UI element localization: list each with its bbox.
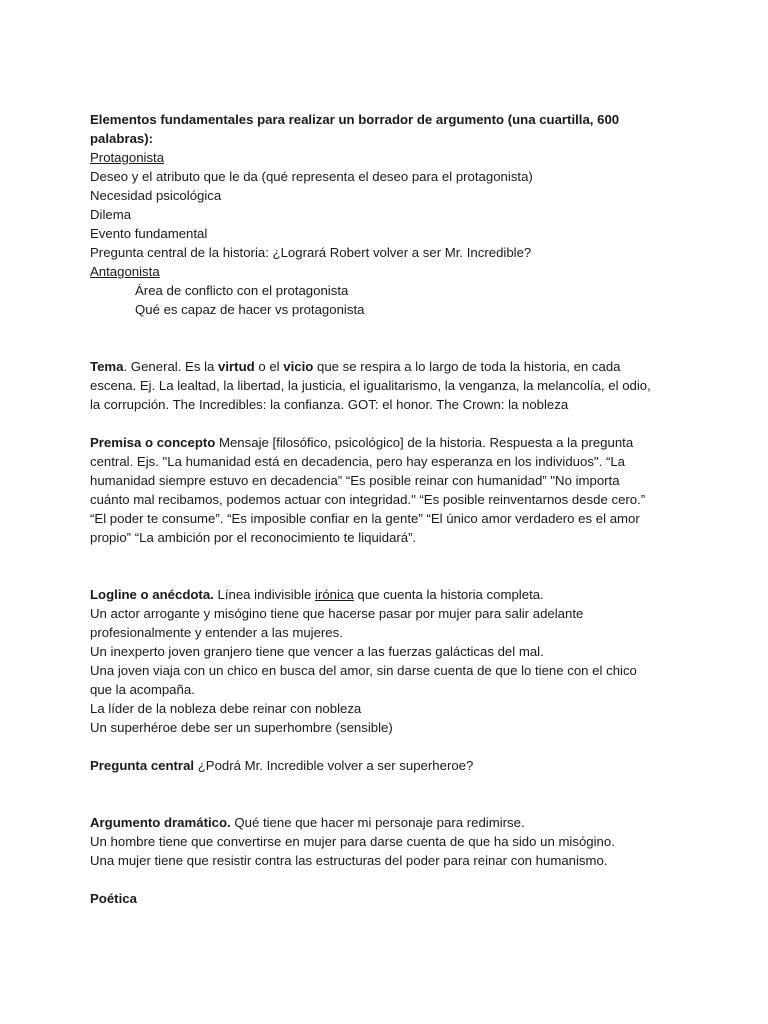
tema-vicio: vicio <box>283 359 314 374</box>
protagonista-item-2: Necesidad psicológica <box>90 188 222 203</box>
argumento-label: Argumento dramático. <box>90 815 231 830</box>
antagonista-item-2: Qué es capaz de hacer vs protagonista <box>135 302 365 317</box>
protagonista-item-5: Pregunta central de la historia: ¿Logrará Robert volver a ser Mr. Incredible? <box>90 245 532 260</box>
premisa-paragraph-line-6: propio” “La ambición por el reconocimiento te liquidará”. <box>90 530 417 545</box>
premisa-label: Premisa o concepto <box>90 435 216 450</box>
antagonista-title: Antagonista <box>90 264 160 279</box>
logline-text-1: Línea indivisible <box>213 587 315 602</box>
logline-example-2: Un inexperto joven granjero tiene que vencer a las fuerzas galácticas del mal. <box>90 644 544 659</box>
premisa-text: Mensaje [filosófico, psicológico] de la historia. Respuesta a la pregunta <box>215 435 634 450</box>
tema-text-3: que se respira a lo largo de toda la historia, en cada <box>313 359 621 374</box>
premisa-paragraph-line-1 <box>90 433 698 452</box>
tema-paragraph-line-1 <box>90 357 698 376</box>
tema-paragraph-line-2: escena. Ej. La lealtad, la libertad, la justicia, el igualitarismo, la venganza, la melancolía, el odio, <box>90 378 651 393</box>
premisa-paragraph-line-3: humanidad siempre estuvo en decadencia” “Es posible reinar con humanidad” "No importa <box>90 473 620 488</box>
logline-example-1-cont: profesionalmente y entender a las mujeres. <box>90 625 343 640</box>
argumento-example-1: Un hombre tiene que convertirse en mujer para darse cuenta de que ha sido un misógino. <box>90 834 615 849</box>
logline-ironica: irónica <box>315 587 354 602</box>
premisa-paragraph-line-4: cuánto mal recibamos, podemos actuar con integridad." “Es posible reinventarnos desde cero.” <box>90 492 646 507</box>
antagonista-item-1: Área de conflicto con el protagonista <box>135 283 349 298</box>
tema-paragraph-line-3: la corrupción. The Incredibles: la confianza. GOT: el honor. The Crown: la nobleza <box>90 397 569 412</box>
logline-paragraph-line-1 <box>90 585 698 604</box>
pregunta-central-line <box>90 756 698 775</box>
tema-label: Tema <box>90 359 124 374</box>
protagonista-title: Protagonista <box>90 150 165 165</box>
protagonista-item-1: Deseo y el atributo que le da (qué representa el deseo para el protagonista) <box>90 169 533 184</box>
protagonista-item-4: Evento fundamental <box>90 226 208 241</box>
tema-text-1: . General. Es la <box>123 359 219 374</box>
protagonista-item-3: Dilema <box>90 207 132 222</box>
logline-example-3: Una joven viaja con un chico en busca del amor, sin darse cuenta de que lo tiene con el chico <box>90 663 637 678</box>
argumento-paragraph-line-1 <box>90 813 698 832</box>
logline-example-4: La líder de la nobleza debe reinar con nobleza <box>90 701 362 716</box>
pregunta-central-label: Pregunta central <box>90 758 195 773</box>
logline-text-2: que cuenta la historia completa. <box>353 587 544 602</box>
pregunta-central-text: ¿Podrá Mr. Incredible volver a ser superheroe? <box>194 758 474 773</box>
poetica-label: Poética <box>90 891 137 906</box>
argumento-text: Qué tiene que hacer mi personaje para redimirse. <box>230 815 525 830</box>
premisa-paragraph-line-2: central. Ejs. "La humanidad está en decadencia, pero hay esperanza en los individuos". “La <box>90 454 626 469</box>
tema-virtud: virtud <box>218 359 255 374</box>
document-heading-line-2: palabras): <box>90 131 154 146</box>
argumento-example-2: Una mujer tiene que resistir contra las estructuras del poder para reinar con humanismo. <box>90 853 608 868</box>
tema-text-2: o el <box>254 359 284 374</box>
logline-example-1: Un actor arrogante y misógino tiene que hacerse pasar por mujer para salir adelante <box>90 606 584 621</box>
premisa-paragraph-line-5: “El poder te consume”. “Es imposible confiar en la gente” “El único amor verdadero es el amor <box>90 511 640 526</box>
logline-example-5: Un superhéroe debe ser un superhombre (sensible) <box>90 720 393 735</box>
logline-example-3-cont: que la acompaña. <box>90 682 195 697</box>
document-heading-line-1: Elementos fundamentales para realizar un borrador de argumento (una cuartilla, 600 <box>90 112 620 127</box>
logline-label: Logline o anécdota. <box>90 587 214 602</box>
